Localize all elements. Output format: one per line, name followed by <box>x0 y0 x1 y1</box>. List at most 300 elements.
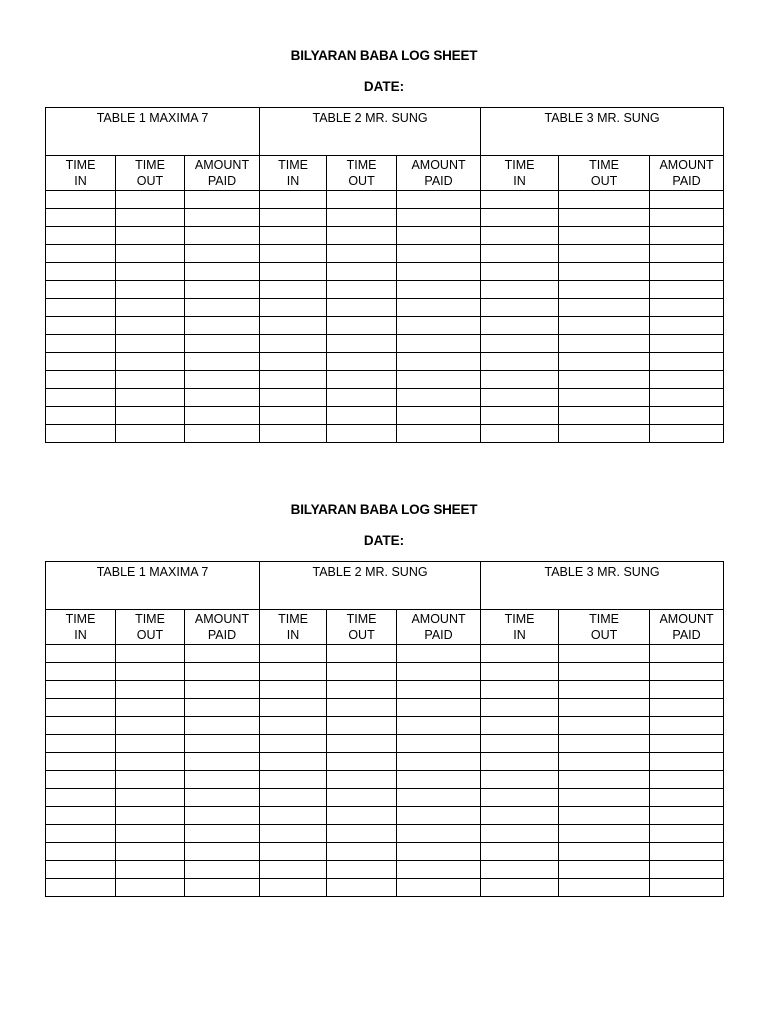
entry-cell[interactable] <box>116 245 185 263</box>
entry-cell[interactable] <box>116 299 185 317</box>
entry-cell[interactable] <box>46 663 116 681</box>
entry-cell[interactable] <box>260 263 327 281</box>
entry-cell[interactable] <box>559 299 650 317</box>
entry-cell[interactable] <box>559 717 650 735</box>
entry-cell[interactable] <box>559 335 650 353</box>
column-header-line1: AMOUNT <box>194 612 250 626</box>
entry-cell[interactable] <box>260 371 327 389</box>
entry-cell[interactable] <box>260 425 327 443</box>
entry-cell[interactable] <box>116 191 185 209</box>
column-header <box>185 156 260 191</box>
entry-cell[interactable] <box>116 753 185 771</box>
column-header-line2: IN <box>513 174 526 188</box>
entry-cell[interactable] <box>260 879 327 897</box>
entry-cell[interactable] <box>260 789 327 807</box>
entry-cell[interactable] <box>481 299 559 317</box>
entry-cell[interactable] <box>650 861 724 879</box>
column-header-line2: OUT <box>590 628 618 642</box>
entry-cell[interactable] <box>116 771 185 789</box>
entry-cell[interactable] <box>559 681 650 699</box>
entry-cell[interactable] <box>185 807 260 825</box>
entry-cell[interactable] <box>481 879 559 897</box>
entry-cell[interactable] <box>116 807 185 825</box>
entry-cell[interactable] <box>116 663 185 681</box>
column-header-line2: IN <box>286 628 300 642</box>
entry-cell[interactable] <box>260 209 327 227</box>
column-header-line1: TIME <box>589 158 619 172</box>
entry-cell[interactable] <box>481 209 559 227</box>
entry-cell[interactable] <box>397 843 481 861</box>
entry-cell[interactable] <box>46 335 116 353</box>
table-row <box>46 335 724 353</box>
entry-cell[interactable] <box>650 843 724 861</box>
entry-cell[interactable] <box>397 645 481 663</box>
table-row <box>46 717 724 735</box>
entry-cell[interactable] <box>327 209 397 227</box>
entry-cell[interactable] <box>559 699 650 717</box>
entry-cell[interactable] <box>116 735 185 753</box>
table-row <box>46 699 724 717</box>
column-header-row <box>46 610 724 645</box>
entry-cell[interactable] <box>481 771 559 789</box>
entry-cell[interactable] <box>46 299 116 317</box>
entry-cell[interactable] <box>260 299 327 317</box>
entry-cell[interactable] <box>650 317 724 335</box>
entry-cell[interactable] <box>185 227 260 245</box>
entry-cell[interactable] <box>46 771 116 789</box>
entry-cell[interactable] <box>650 263 724 281</box>
entry-cell[interactable] <box>481 371 559 389</box>
entry-cell[interactable] <box>260 753 327 771</box>
entry-cell[interactable] <box>185 735 260 753</box>
entry-cell[interactable] <box>559 807 650 825</box>
entry-cell[interactable] <box>481 861 559 879</box>
entry-cell[interactable] <box>559 789 650 807</box>
entry-cell[interactable] <box>260 717 327 735</box>
entry-cell[interactable] <box>260 825 327 843</box>
entry-cell[interactable] <box>327 735 397 753</box>
group-header-table-1: TABLE 1 MAXIMA 7 <box>46 108 260 156</box>
entry-cell[interactable] <box>327 245 397 263</box>
entry-cell[interactable] <box>397 825 481 843</box>
entry-cell[interactable] <box>481 227 559 245</box>
entry-cell[interactable] <box>397 771 481 789</box>
entry-cell[interactable] <box>46 389 116 407</box>
entry-cell[interactable] <box>327 771 397 789</box>
entry-cell[interactable] <box>559 371 650 389</box>
entry-cell[interactable] <box>260 407 327 425</box>
entry-cell[interactable] <box>46 227 116 245</box>
table-row <box>46 245 724 263</box>
entry-cell[interactable] <box>116 281 185 299</box>
column-header-line1: TIME <box>135 158 165 172</box>
entry-cell[interactable] <box>397 245 481 263</box>
table-row <box>46 299 724 317</box>
entry-cell[interactable] <box>559 425 650 443</box>
column-header-line2: IN <box>74 628 87 642</box>
entry-cell[interactable] <box>46 353 116 371</box>
entry-cell[interactable] <box>327 389 397 407</box>
entry-cell[interactable] <box>397 735 481 753</box>
entry-cell[interactable] <box>559 771 650 789</box>
entry-cell[interactable] <box>185 389 260 407</box>
entry-cell[interactable] <box>650 663 724 681</box>
entry-cell[interactable] <box>46 735 116 753</box>
entry-cell[interactable] <box>116 645 185 663</box>
entry-cell[interactable] <box>185 681 260 699</box>
entry-cell[interactable] <box>185 425 260 443</box>
table-row <box>46 209 724 227</box>
entry-cell[interactable] <box>481 191 559 209</box>
entry-cell[interactable] <box>46 843 116 861</box>
entry-cell[interactable] <box>327 663 397 681</box>
entry-cell[interactable] <box>559 753 650 771</box>
entry-cell[interactable] <box>327 645 397 663</box>
entry-cell[interactable] <box>481 263 559 281</box>
entry-cell[interactable] <box>116 353 185 371</box>
column-header-line1: TIME <box>65 612 96 626</box>
entry-cell[interactable] <box>327 353 397 371</box>
entry-cell[interactable] <box>46 263 116 281</box>
column-header <box>327 610 397 645</box>
entry-cell[interactable] <box>481 645 559 663</box>
entry-cell[interactable] <box>327 317 397 335</box>
entry-cell[interactable] <box>185 663 260 681</box>
entry-cell[interactable] <box>260 227 327 245</box>
entry-cell[interactable] <box>397 879 481 897</box>
entry-cell[interactable] <box>650 789 724 807</box>
entry-cell[interactable] <box>46 407 116 425</box>
entry-cell[interactable] <box>116 371 185 389</box>
entry-cell[interactable] <box>650 645 724 663</box>
entry-cell[interactable] <box>260 317 327 335</box>
entry-cell[interactable] <box>327 879 397 897</box>
table-row <box>46 861 724 879</box>
entry-cell[interactable] <box>650 281 724 299</box>
entry-cell[interactable] <box>559 861 650 879</box>
entry-cell[interactable] <box>481 789 559 807</box>
table-row <box>46 879 724 897</box>
entry-cell[interactable] <box>116 263 185 281</box>
entry-cell[interactable] <box>559 227 650 245</box>
column-header <box>481 156 559 191</box>
entry-cell[interactable] <box>185 753 260 771</box>
entry-cell[interactable] <box>327 281 397 299</box>
entry-cell[interactable] <box>260 335 327 353</box>
group-header-table-3: TABLE 3 MR. SUNG <box>481 562 724 610</box>
entry-cell[interactable] <box>481 663 559 681</box>
entry-cell[interactable] <box>185 245 260 263</box>
entry-cell[interactable] <box>559 645 650 663</box>
entry-cell[interactable] <box>327 191 397 209</box>
entry-cell[interactable] <box>327 371 397 389</box>
entry-cell[interactable] <box>481 245 559 263</box>
entry-cell[interactable] <box>185 299 260 317</box>
entry-cell[interactable] <box>116 335 185 353</box>
entry-cell[interactable] <box>46 699 116 717</box>
group-header-table-2: TABLE 2 MR. SUNG <box>260 562 481 610</box>
entry-cell[interactable] <box>559 389 650 407</box>
entry-cell[interactable] <box>481 389 559 407</box>
entry-cell[interactable] <box>397 317 481 335</box>
column-header-line1: TIME <box>504 612 535 626</box>
entry-cell[interactable] <box>260 245 327 263</box>
entry-cell[interactable] <box>481 825 559 843</box>
table-row <box>46 681 724 699</box>
entry-cell[interactable] <box>397 717 481 735</box>
column-header-line2: IN <box>513 628 526 642</box>
column-header <box>46 610 116 645</box>
entry-cell[interactable] <box>185 771 260 789</box>
entry-cell[interactable] <box>260 281 327 299</box>
entry-cell[interactable] <box>185 335 260 353</box>
entry-cell[interactable] <box>650 699 724 717</box>
entry-cell[interactable] <box>116 699 185 717</box>
entry-cell[interactable] <box>116 407 185 425</box>
entry-cell[interactable] <box>650 389 724 407</box>
entry-cell[interactable] <box>397 263 481 281</box>
entry-cell[interactable] <box>327 681 397 699</box>
entry-cell[interactable] <box>116 681 185 699</box>
entry-cell[interactable] <box>260 735 327 753</box>
entry-cell[interactable] <box>481 425 559 443</box>
entry-cell[interactable] <box>397 699 481 717</box>
entry-cell[interactable] <box>650 227 724 245</box>
entry-cell[interactable] <box>260 191 327 209</box>
sheet-title: BILYARAN BABA LOG SHEET <box>290 48 478 63</box>
entry-cell[interactable] <box>327 227 397 245</box>
entry-cell[interactable] <box>397 209 481 227</box>
table-row <box>46 753 724 771</box>
entry-cell[interactable] <box>650 807 724 825</box>
entry-cell[interactable] <box>260 807 327 825</box>
entry-cell[interactable] <box>397 281 481 299</box>
entry-cell[interactable] <box>397 371 481 389</box>
column-header-line1: TIME <box>278 158 308 172</box>
entry-cell[interactable] <box>559 843 650 861</box>
entry-cell[interactable] <box>559 245 650 263</box>
entry-cell[interactable] <box>185 879 260 897</box>
table-row <box>46 425 724 443</box>
entry-cell[interactable] <box>481 843 559 861</box>
entry-cell[interactable] <box>559 281 650 299</box>
entry-cell[interactable] <box>46 645 116 663</box>
entry-cell[interactable] <box>559 735 650 753</box>
entry-cell[interactable] <box>650 771 724 789</box>
column-header-line2: PAID <box>207 174 237 188</box>
entry-cell[interactable] <box>650 879 724 897</box>
entry-cell[interactable] <box>559 663 650 681</box>
entry-cell[interactable] <box>185 645 260 663</box>
entry-cell[interactable] <box>260 389 327 407</box>
entry-cell[interactable] <box>481 699 559 717</box>
entry-cell[interactable] <box>185 209 260 227</box>
entry-cell[interactable] <box>260 861 327 879</box>
entry-cell[interactable] <box>559 317 650 335</box>
table-row <box>46 843 724 861</box>
entry-cell[interactable] <box>46 209 116 227</box>
entry-cell[interactable] <box>185 861 260 879</box>
entry-cell[interactable] <box>397 335 481 353</box>
entry-cell[interactable] <box>397 681 481 699</box>
entry-cell[interactable] <box>650 735 724 753</box>
entry-cell[interactable] <box>185 699 260 717</box>
entry-cell[interactable] <box>46 861 116 879</box>
entry-cell[interactable] <box>46 371 116 389</box>
entry-cell[interactable] <box>397 353 481 371</box>
entry-cell[interactable] <box>116 717 185 735</box>
entry-cell[interactable] <box>650 407 724 425</box>
entry-cell[interactable] <box>397 389 481 407</box>
entry-cell[interactable] <box>481 335 559 353</box>
entry-cell[interactable] <box>327 807 397 825</box>
entry-cell[interactable] <box>481 681 559 699</box>
entry-cell[interactable] <box>185 789 260 807</box>
entry-cell[interactable] <box>559 825 650 843</box>
entry-cell[interactable] <box>116 825 185 843</box>
entry-cell[interactable] <box>481 281 559 299</box>
group-header-table-2: TABLE 2 MR. SUNG <box>260 108 481 156</box>
entry-cell[interactable] <box>260 645 327 663</box>
entry-cell[interactable] <box>397 753 481 771</box>
entry-cell[interactable] <box>46 245 116 263</box>
table-row <box>46 281 724 299</box>
entry-cell[interactable] <box>650 299 724 317</box>
entry-cell[interactable] <box>46 789 116 807</box>
column-header-line2: PAID <box>207 628 237 642</box>
entry-cell[interactable] <box>327 335 397 353</box>
entry-cell[interactable] <box>397 299 481 317</box>
entry-cell[interactable] <box>185 371 260 389</box>
entry-cell[interactable] <box>46 753 116 771</box>
entry-cell[interactable] <box>46 825 116 843</box>
column-header <box>260 610 327 645</box>
entry-cell[interactable] <box>397 807 481 825</box>
entry-cell[interactable] <box>46 681 116 699</box>
column-header <box>650 610 724 645</box>
entry-cell[interactable] <box>185 317 260 335</box>
entry-cell[interactable] <box>559 879 650 897</box>
entry-cell[interactable] <box>46 879 116 897</box>
entry-cell[interactable] <box>46 807 116 825</box>
entry-cell[interactable] <box>397 861 481 879</box>
column-header-line2: OUT <box>590 174 618 188</box>
entry-cell[interactable] <box>46 281 116 299</box>
entry-cell[interactable] <box>559 263 650 281</box>
entry-cell[interactable] <box>327 843 397 861</box>
entry-cell[interactable] <box>116 861 185 879</box>
entry-cell[interactable] <box>116 209 185 227</box>
entry-cell[interactable] <box>46 425 116 443</box>
entry-cell[interactable] <box>650 681 724 699</box>
entry-cell[interactable] <box>650 245 724 263</box>
entry-cell[interactable] <box>116 389 185 407</box>
entry-cell[interactable] <box>46 717 116 735</box>
entry-cell[interactable] <box>397 191 481 209</box>
entry-cell[interactable] <box>397 663 481 681</box>
entry-cell[interactable] <box>327 299 397 317</box>
entry-cell[interactable] <box>650 353 724 371</box>
entry-cell[interactable] <box>397 425 481 443</box>
column-header-line1: TIME <box>346 158 377 172</box>
entry-cell[interactable] <box>185 191 260 209</box>
entry-cell[interactable] <box>116 843 185 861</box>
entry-cell[interactable] <box>327 861 397 879</box>
entry-cell[interactable] <box>397 789 481 807</box>
entry-cell[interactable] <box>650 753 724 771</box>
entry-cell[interactable] <box>185 263 260 281</box>
entry-cell[interactable] <box>481 407 559 425</box>
entry-cell[interactable] <box>327 425 397 443</box>
entry-cell[interactable] <box>481 735 559 753</box>
entry-cell[interactable] <box>116 879 185 897</box>
entry-cell[interactable] <box>397 227 481 245</box>
entry-cell[interactable] <box>650 425 724 443</box>
entry-cell[interactable] <box>116 789 185 807</box>
entry-cell[interactable] <box>650 825 724 843</box>
entry-cell[interactable] <box>481 317 559 335</box>
entry-cell[interactable] <box>650 335 724 353</box>
entry-cell[interactable] <box>327 263 397 281</box>
entry-cell[interactable] <box>327 789 397 807</box>
entry-cell[interactable] <box>185 353 260 371</box>
entry-cell[interactable] <box>46 191 116 209</box>
entry-cell[interactable] <box>327 699 397 717</box>
entry-cell[interactable] <box>650 209 724 227</box>
entry-cell[interactable] <box>650 191 724 209</box>
entry-cell[interactable] <box>116 227 185 245</box>
entry-cell[interactable] <box>481 753 559 771</box>
entry-cell[interactable] <box>650 371 724 389</box>
entry-cell[interactable] <box>327 407 397 425</box>
entry-cell[interactable] <box>397 407 481 425</box>
table-row <box>46 663 724 681</box>
entry-cell[interactable] <box>260 699 327 717</box>
column-header-row <box>46 156 724 191</box>
column-header <box>559 156 650 191</box>
entry-cell[interactable] <box>185 825 260 843</box>
column-header-line1: TIME <box>589 612 619 626</box>
column-header-line2: PAID <box>424 628 453 642</box>
entry-cell[interactable] <box>260 843 327 861</box>
entry-cell[interactable] <box>185 407 260 425</box>
entry-cell[interactable] <box>327 717 397 735</box>
group-header-table-1: TABLE 1 MAXIMA 7 <box>46 562 260 610</box>
entry-cell[interactable] <box>559 191 650 209</box>
entry-cell[interactable] <box>185 843 260 861</box>
entry-cell[interactable] <box>260 771 327 789</box>
table-row <box>46 227 724 245</box>
entry-cell[interactable] <box>185 717 260 735</box>
entry-cell[interactable] <box>327 753 397 771</box>
entry-cell[interactable] <box>116 425 185 443</box>
entry-cell[interactable] <box>481 717 559 735</box>
entry-cell[interactable] <box>559 209 650 227</box>
entry-cell[interactable] <box>559 407 650 425</box>
entry-cell[interactable] <box>260 681 327 699</box>
entry-cell[interactable] <box>116 317 185 335</box>
entry-cell[interactable] <box>327 825 397 843</box>
entry-cell[interactable] <box>260 353 327 371</box>
entry-cell[interactable] <box>185 281 260 299</box>
entry-cell[interactable] <box>481 353 559 371</box>
sheet-title: BILYARAN BABA LOG SHEET <box>290 502 478 517</box>
entry-cell[interactable] <box>559 353 650 371</box>
entry-cell[interactable] <box>46 317 116 335</box>
entry-cell[interactable] <box>260 663 327 681</box>
entry-cell[interactable] <box>650 717 724 735</box>
entry-cell[interactable] <box>481 807 559 825</box>
